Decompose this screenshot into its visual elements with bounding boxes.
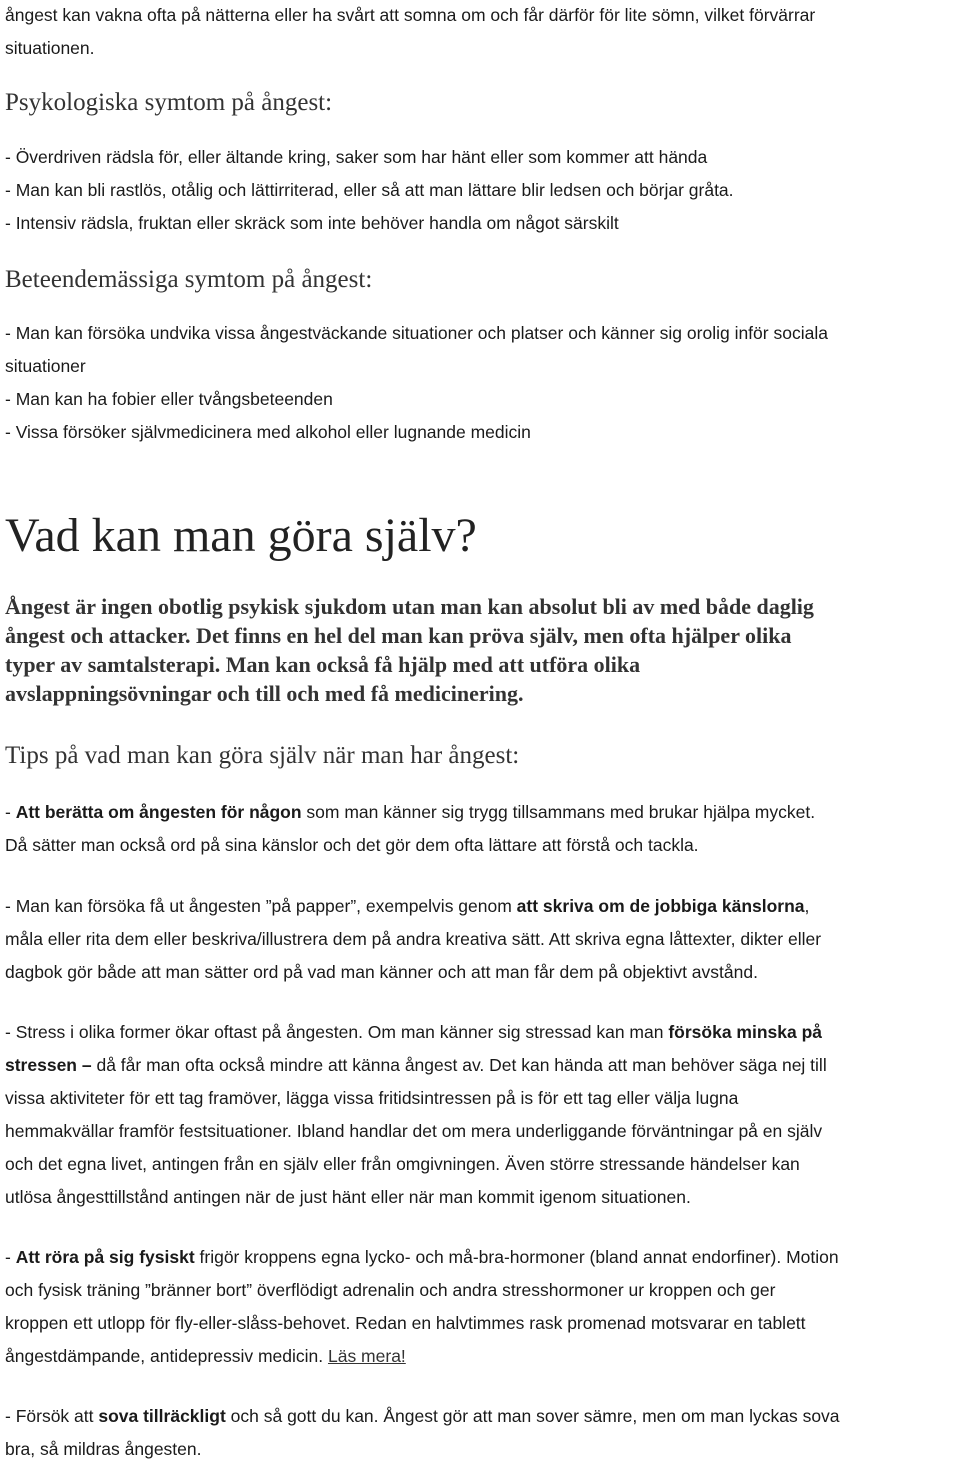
- tip-sleep: [5, 1400, 955, 1466]
- tip-line: - Man kan försöka få ut ångesten ”på papper”, exempelvis genom att skriva om de jobbiga känslorna,: [5, 896, 810, 916]
- tip-line: stressen – då får man ofta också mindre att känna ångest av. Det kan hända att man behöver säga nej till: [5, 1055, 827, 1075]
- lead-line: ångest och attacker. Det finns en hel del man kan pröva själv, men ofta hjälper olika: [5, 623, 792, 648]
- tip-line: Då sätter man också ord på sina känslor och det gör dem ofta lättare att förstå och tackla.: [5, 835, 699, 855]
- self-lead: [5, 592, 955, 708]
- tip-line: hemmakvällar framför festsituationer. Ibland handlar det om mera underliggande förväntningar på en själv: [5, 1121, 823, 1141]
- behav-heading: Beteendemässiga symtom på ångest:: [5, 266, 373, 293]
- psych-heading: Psykologiska symtom på ångest:: [5, 89, 333, 116]
- lead-line: avslappningsövningar och till och med få medicinering.: [5, 681, 524, 706]
- tip-line: - Att röra på sig fysiskt frigör kroppens egna lycko- och må-bra-hormoner (bland annat endorfiner). Motion: [5, 1247, 839, 1267]
- list-item: - Man kan ha fobier eller tvångsbeteenden: [5, 389, 333, 409]
- tip-emphasis: Att röra på sig fysiskt: [15, 1247, 195, 1267]
- intro-line: situationen.: [5, 38, 95, 58]
- intro-paragraph: [5, 0, 955, 65]
- behav-list: [5, 317, 955, 449]
- list-item: - Man kan bli rastlös, otålig och lättirriterad, eller så att man lättare blir ledsen och börjar gråta.: [5, 180, 734, 200]
- tip-line: - Stress i olika former ökar oftast på ångesten. Om man känner sig stressad kan man försöka minska på: [5, 1022, 823, 1042]
- tip-line: kroppen ett utlopp för fly-eller-slåss-behovet. Redan en halvtimmes rask promenad motsvarar en tablett: [5, 1313, 806, 1333]
- tip-line: - Att berätta om ångesten för någon som man känner sig trygg tillsammans med brukar hjälpa mycket.: [5, 802, 816, 822]
- tip-line: bra, så mildras ångesten.: [5, 1439, 202, 1459]
- intro-line: ångest kan vakna ofta på nätterna eller ha svårt att somna om och får därför för lite sömn, vilket förvärrar: [5, 5, 816, 25]
- tips-heading: Tips på vad man kan göra själv när man har ångest:: [5, 742, 520, 769]
- self-heading: Vad kan man göra själv?: [5, 509, 477, 562]
- lead-line: typer av samtalsterapi. Man kan också få hjälp med att utföra olika: [5, 652, 641, 677]
- tip-line: vissa aktiviteter för ett tag framöver, lägga vissa fritidsintressen på is för ett tag eller välja lugna: [5, 1088, 739, 1108]
- read-more-link[interactable]: Läs mera!: [327, 1346, 406, 1366]
- tip-line: dagbok gör både att man sätter ord på vad man känner och att man får dem på objektivt avstånd.: [5, 962, 758, 982]
- list-item: - Man kan försöka undvika vissa ångestväckande situationer och platser och känner sig orolig inför sociala: [5, 323, 828, 343]
- list-item: - Överdriven rädsla för, eller ältande kring, saker som har hänt eller som kommer att hända: [5, 147, 708, 167]
- tip-emphasis: sova tillräckligt: [98, 1406, 226, 1426]
- tip-emphasis: försöka minska på: [668, 1022, 823, 1042]
- tip-line: ångestdämpande, antidepressiv medicin. Läs mera!: [5, 1346, 406, 1366]
- tip-line: måla eller rita dem eller beskriva/illustrera dem på andra kreativa sätt. Att skriva egna låttexter, dikter eller: [5, 929, 822, 949]
- psych-list: [5, 141, 955, 240]
- tip-exercise: [5, 1241, 955, 1373]
- tip-write: [5, 890, 955, 989]
- list-item: - Vissa försöker självmedicinera med alkohol eller lugnande medicin: [5, 422, 531, 442]
- tip-emphasis: Att berätta om ångesten för någon: [15, 802, 302, 822]
- tip-talk: [5, 796, 955, 862]
- tip-emphasis: stressen –: [5, 1055, 92, 1075]
- tip-stress: [5, 1016, 955, 1214]
- tip-line: - Försök att sova tillräckligt och så gott du kan. Ångest gör att man sover sämre, men om man lyckas sova: [5, 1406, 840, 1426]
- list-item: situationer: [5, 356, 86, 376]
- tip-line: och fysisk träning ”bränner bort” överflödigt adrenalin och andra stresshormoner ur kroppen och ger: [5, 1280, 776, 1300]
- tip-emphasis: att skriva om de jobbiga känslorna: [516, 896, 805, 916]
- tip-line: utlösa ångesttillstånd antingen när de just hänt eller när man kommit igenom situationen.: [5, 1187, 691, 1207]
- list-item: - Intensiv rädsla, fruktan eller skräck som inte behöver handla om något särskilt: [5, 213, 619, 233]
- lead-line: Ångest är ingen obotlig psykisk sjukdom utan man kan absolut bli av med både daglig: [5, 594, 814, 619]
- tip-line: och det egna livet, antingen från en själv eller från omgivningen. Även större stressande händelser kan: [5, 1154, 800, 1174]
